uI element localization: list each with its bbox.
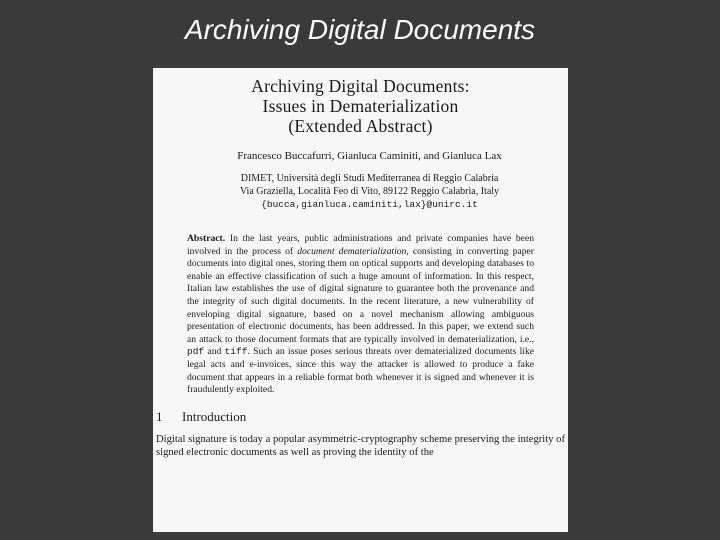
abstract-emphasis: document dematerialization — [297, 245, 407, 257]
paper-title-line: (Extended Abstract) — [288, 116, 433, 136]
abstract-text: and — [204, 346, 225, 358]
section-number: 1 — [156, 408, 163, 424]
paper-authors: Francesco Buccafurri, Gianluca Caminiti, and Gianluca Lax — [237, 150, 502, 162]
abstract-text: . Such an issue poses serious threats over dematerialized documents like legal acts and e-invoices, since this way the attacker is allowed to produce a fake document that appears in a reliable format both whenever it is signed and whenever it is fraudulently exploited. — [187, 346, 534, 396]
slide-title: Archiving Digital Documents — [184, 14, 536, 45]
abstract-code: pdf — [187, 346, 205, 358]
abstract — [187, 233, 534, 397]
section-heading — [156, 409, 568, 425]
paper-affiliation — [153, 172, 568, 211]
paper-title-line: Archiving Digital Documents: — [251, 76, 470, 96]
intro-paragraph: Digital signature is today a popular asymmetric-cryptography scheme preserving the integrity of signed electronic documents as well as proving the identity of the — [156, 433, 565, 458]
abstract-text: In the last years, public administrations and private companies have been involved in the process of — [187, 233, 534, 257]
author-email: {bucca,gianluca.caminiti,lax}@unirc.it — [261, 199, 478, 210]
abstract-text: , consisting in converting paper documents into digital ones, storing them on optical supports and developing databases to enable an effective classification of such a huge amount of information. In this respect, Italian law establishes the use of digital signature to guarantee both the provenance and the integrity of such digital documents. In the recent literature, a new vulnerability of enveloping digital signature, based on a novel mechanism allowing ambiguous presentation of electronic documents, has been addressed. In this paper, we extend such an attack to those document formats that are typically involved in dematerialization, i.e., — [187, 245, 534, 345]
paper-title — [153, 76, 568, 136]
abstract-label: Abstract. — [187, 233, 226, 244]
affiliation-line: Via Graziella, Località Feo di Vito, 89122 Reggio Calabria, Italy — [239, 186, 500, 197]
affiliation-line: DIMET, Università degli Studi Mediterranea di Reggio Calabria — [240, 173, 499, 184]
section-title: Introduction — [182, 408, 247, 424]
abstract-code: tiff — [224, 346, 248, 358]
paper-page — [153, 68, 568, 532]
paper-title-line: Issues in Dematerialization — [262, 96, 459, 116]
